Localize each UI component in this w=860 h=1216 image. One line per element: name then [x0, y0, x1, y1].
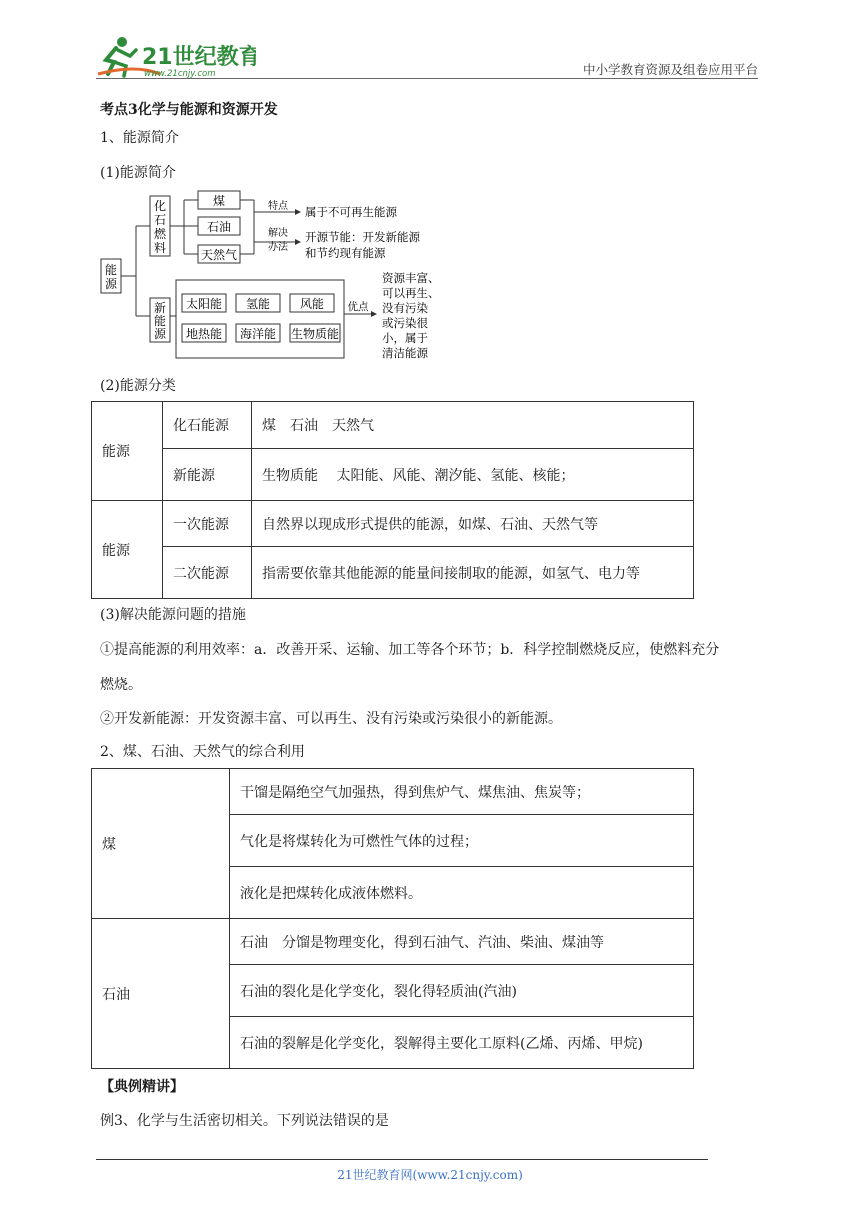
svg-text:优点: 优点 — [347, 301, 369, 313]
diagram-root-2: 源 — [104, 277, 118, 291]
measure-2: ②开发新能源：开发资源丰富、可以再生、没有污染或污染很小的新能源。 — [100, 711, 562, 727]
coal-oil-table — [91, 768, 694, 1069]
measure-1-line-1: ①提高能源的利用效率：a．改善开采、运输、加工等各个环节；b．科学控制燃烧反应，使燃料充分 — [100, 642, 720, 658]
heading-measures: (3)解决能源问题的措施 — [100, 607, 246, 623]
measure-1-line-2: 燃烧。 — [100, 677, 142, 693]
advantage-line: 没有污染 — [382, 301, 428, 315]
table-group-label: 煤 — [92, 769, 230, 919]
svg-text:化: 化 — [153, 199, 167, 213]
table-cell-desc: 自然界以现成形式提供的能源，如煤、石油、天然气等 — [252, 501, 694, 547]
table-group-label: 石油 — [92, 919, 230, 1069]
advantage-line: 或污染很 — [382, 316, 428, 330]
heading-comprehensive-use: 2、煤、石油、天然气的综合利用 — [100, 744, 305, 760]
table-group-label: 能源 — [92, 402, 163, 501]
table-cell-desc: 石油的裂化是化学变化，裂化得轻质油(汽油) — [230, 965, 694, 1017]
table-group-label: 能源 — [92, 501, 163, 599]
table-cell-desc: 石油的裂解是化学变化，裂解得主要化工原料(乙烯、丙烯、甲烷) — [230, 1017, 694, 1069]
table-cell-type: 新能源 — [163, 449, 252, 501]
example-question: 例3、化学与生活密切相关。下列说法错误的是 — [100, 1113, 389, 1129]
table-cell-type: 二次能源 — [163, 547, 252, 599]
footer-divider — [96, 1159, 708, 1160]
example-heading: 【典例精讲】 — [100, 1079, 184, 1095]
svg-text:料: 料 — [153, 241, 167, 255]
svg-text:源: 源 — [153, 327, 167, 341]
fossil-item-coal: 煤 — [212, 194, 226, 208]
header-platform-name: 中小学教育资源及组卷应用平台 — [582, 62, 758, 77]
svg-text:解决: 解决 — [268, 228, 288, 239]
energy-diagram — [100, 186, 460, 372]
new-energy-item: 风能 — [299, 297, 325, 311]
svg-text:21世纪教育: 21世纪教育 — [142, 45, 256, 70]
svg-text:新: 新 — [153, 301, 167, 315]
advantage-line: 清洁能源 — [382, 346, 428, 360]
runner-icon — [96, 34, 256, 78]
svg-text:能: 能 — [153, 314, 167, 328]
table-cell-desc: 生物质能 太阳能、风能、潮汐能、氢能、核能； — [252, 449, 694, 501]
energy-classification-table — [91, 401, 694, 599]
header-divider — [96, 78, 758, 79]
section-title: 考点3化学与能源和资源开发 — [100, 102, 278, 118]
new-energy-item: 生物质能 — [290, 327, 340, 341]
svg-text:石: 石 — [153, 213, 167, 227]
table-cell-desc: 指需要依靠其他能源的能量间接制取的能源，如氢气、电力等 — [252, 547, 694, 599]
table-cell-type: 化石能源 — [163, 402, 252, 449]
table-cell-desc: 干馏是隔绝空气加强热，得到焦炉气、煤焦油、焦炭等； — [230, 769, 694, 815]
heading-energy-intro-sub: (1)能源简介 — [100, 165, 176, 181]
svg-text:特点: 特点 — [268, 201, 288, 212]
table-cell-type: 一次能源 — [163, 501, 252, 547]
logo — [96, 34, 256, 78]
new-energy-item: 氢能 — [245, 297, 271, 311]
new-energy-item: 地热能 — [185, 327, 223, 341]
diagram-root-1: 能 — [104, 263, 118, 277]
svg-text:开源节能：开发新能源: 开源节能：开发新能源 — [305, 230, 420, 244]
svg-text:属于不可再生能源: 属于不可再生能源 — [305, 205, 397, 219]
footer-link[interactable]: 21世纪教育网(www.21cnjy.com) — [337, 1168, 523, 1182]
heading-energy-intro: 1、能源简介 — [100, 130, 179, 146]
advantage-line: 资源丰富、 — [382, 271, 440, 285]
heading-energy-classification: (2)能源分类 — [100, 378, 176, 394]
svg-text:和节约现有能源: 和节约现有能源 — [305, 246, 386, 260]
table-cell-desc: 煤 石油 天然气 — [252, 402, 694, 449]
new-energy-item: 太阳能 — [185, 297, 223, 311]
svg-text:www.21cnjy.com: www.21cnjy.com — [144, 69, 216, 78]
table-cell-desc: 气化是将煤转化为可燃性气体的过程； — [230, 815, 694, 867]
fossil-item-gas: 天然气 — [200, 248, 238, 262]
advantage-line: 小，属于 — [382, 331, 428, 345]
svg-text:办法: 办法 — [268, 242, 288, 253]
fossil-item-oil: 石油 — [206, 220, 232, 234]
new-energy-item: 海洋能 — [239, 327, 277, 341]
table-cell-desc: 液化是把煤转化成液体燃料。 — [230, 867, 694, 919]
table-cell-desc: 石油 分馏是物理变化，得到石油气、汽油、柴油、煤油等 — [230, 919, 694, 965]
advantage-line: 可以再生、 — [382, 286, 440, 300]
svg-text:燃: 燃 — [153, 227, 167, 241]
